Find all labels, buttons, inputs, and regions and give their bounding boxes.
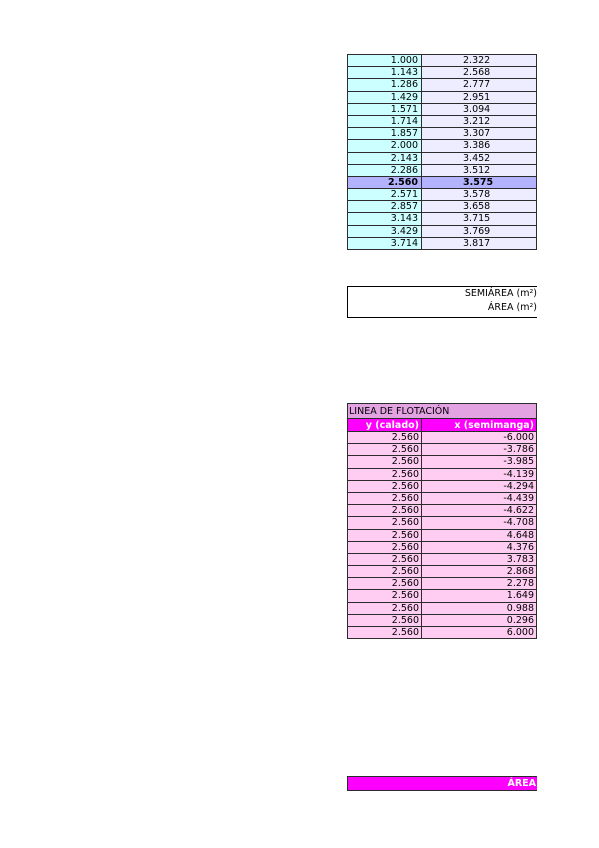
cell-y[interactable]: 2.560 [347,542,422,554]
cell-a[interactable]: 1.429 [347,92,422,104]
cell-x[interactable]: 4.648 [422,530,537,542]
cell-a[interactable]: 3.429 [347,226,422,238]
cell-a[interactable]: 1.143 [347,67,422,79]
cell-b[interactable]: 2.951 [422,92,537,104]
cell-a[interactable]: 2.286 [347,165,422,177]
cell-x[interactable]: 3.783 [422,554,537,566]
waterline-table-title: LINEA DE FLOTACIÓN [347,404,537,419]
cell-b[interactable]: 3.094 [422,104,537,116]
cell-x[interactable]: -6.000 [422,432,537,444]
cell-y[interactable]: 2.560 [347,493,422,505]
cell-b[interactable]: 3.715 [422,213,537,225]
cell-x[interactable]: -3.985 [422,456,537,468]
cell-a[interactable]: 2.571 [347,189,422,201]
cell-x[interactable]: 0.296 [422,615,537,627]
table-row [347,456,537,468]
cell-b[interactable]: 3.386 [422,140,537,152]
cell-y[interactable]: 2.560 [347,578,422,590]
cell-a[interactable]: 2.560 [347,177,422,189]
waterline-table-body [347,432,537,639]
cell-b[interactable]: 2.777 [422,79,537,91]
cell-y[interactable]: 2.560 [347,505,422,517]
table-row [347,578,537,590]
waterline-table-header [347,419,537,432]
cell-y[interactable]: 2.560 [347,530,422,542]
table-row [347,530,537,542]
cell-b[interactable]: 3.578 [422,189,537,201]
column-header-x[interactable]: x (semimanga) [422,419,537,432]
table-row [347,566,537,578]
waterline-table [347,403,537,639]
cell-y[interactable]: 2.560 [347,603,422,615]
cell-x[interactable]: 4.376 [422,542,537,554]
cell-x[interactable]: 2.278 [422,578,537,590]
cell-a[interactable]: 1.714 [347,116,422,128]
table-row [347,517,537,529]
cell-b[interactable]: 3.452 [422,153,537,165]
table-row [347,116,537,128]
table-row [347,238,537,250]
cell-b[interactable]: 2.322 [422,55,537,67]
cell-y[interactable]: 2.560 [347,517,422,529]
cell-b[interactable]: 3.307 [422,128,537,140]
cell-y[interactable]: 2.560 [347,456,422,468]
table-row [347,542,537,554]
cell-a[interactable]: 1.000 [347,55,422,67]
table-row [347,201,537,213]
table-row [347,104,537,116]
table-row [347,67,537,79]
cell-x[interactable]: 2.868 [422,566,537,578]
area-label: ÁREA (m²) [487,302,537,313]
table-row-highlighted [347,177,537,189]
cell-y[interactable]: 2.560 [347,432,422,444]
table-row [347,55,537,67]
cell-y[interactable]: 2.560 [347,444,422,456]
cell-a[interactable]: 1.571 [347,104,422,116]
table-row [347,481,537,493]
cell-x[interactable]: 1.649 [422,590,537,602]
cell-y[interactable]: 2.560 [347,481,422,493]
table-row [347,493,537,505]
table-row [347,590,537,602]
cell-a[interactable]: 3.143 [347,213,422,225]
table-row [347,165,537,177]
cell-x[interactable]: -4.439 [422,493,537,505]
cell-y[interactable]: 2.560 [347,469,422,481]
hull-section-summary [347,286,537,318]
cell-b[interactable]: 3.817 [422,238,537,250]
cell-a[interactable]: 2.000 [347,140,422,152]
cell-a[interactable]: 3.714 [347,238,422,250]
table-row [347,603,537,615]
table-row [347,444,537,456]
cell-b[interactable]: 3.769 [422,226,537,238]
cell-x[interactable]: -4.708 [422,517,537,529]
cell-b[interactable]: 2.568 [422,67,537,79]
table-row [347,128,537,140]
cell-a[interactable]: 1.286 [347,79,422,91]
cell-y[interactable]: 2.560 [347,627,422,639]
cell-x[interactable]: -3.786 [422,444,537,456]
table-row [347,469,537,481]
cell-y[interactable]: 2.560 [347,615,422,627]
table-row [347,554,537,566]
table-row [347,432,537,444]
table-row [347,505,537,517]
table-row [347,627,537,639]
cell-y[interactable]: 2.560 [347,554,422,566]
table-row [347,140,537,152]
cell-x[interactable]: -4.139 [422,469,537,481]
cell-y[interactable]: 2.560 [347,590,422,602]
column-header-y[interactable]: y (calado) [347,419,422,432]
cell-x[interactable]: 6.000 [422,627,537,639]
cell-b[interactable]: 3.575 [422,177,537,189]
cell-x[interactable]: -4.622 [422,505,537,517]
cell-b[interactable]: 3.212 [422,116,537,128]
table-row [347,79,537,91]
table-row [347,189,537,201]
cell-x[interactable]: 0.988 [422,603,537,615]
cell-b[interactable]: 3.512 [422,165,537,177]
cell-a[interactable]: 2.857 [347,201,422,213]
semiarea-label: SEMIÁREA (m²) [464,288,537,299]
cell-a[interactable]: 2.143 [347,153,422,165]
table-row [347,153,537,165]
hull-section-table [347,54,537,250]
area-total-bar: ÁREA [347,776,537,791]
table-row [347,615,537,627]
table-row [347,92,537,104]
cell-b[interactable]: 3.658 [422,201,537,213]
cell-a[interactable]: 1.857 [347,128,422,140]
table-row [347,226,537,238]
cell-x[interactable]: -4.294 [422,481,537,493]
table-row [347,213,537,225]
cell-y[interactable]: 2.560 [347,566,422,578]
